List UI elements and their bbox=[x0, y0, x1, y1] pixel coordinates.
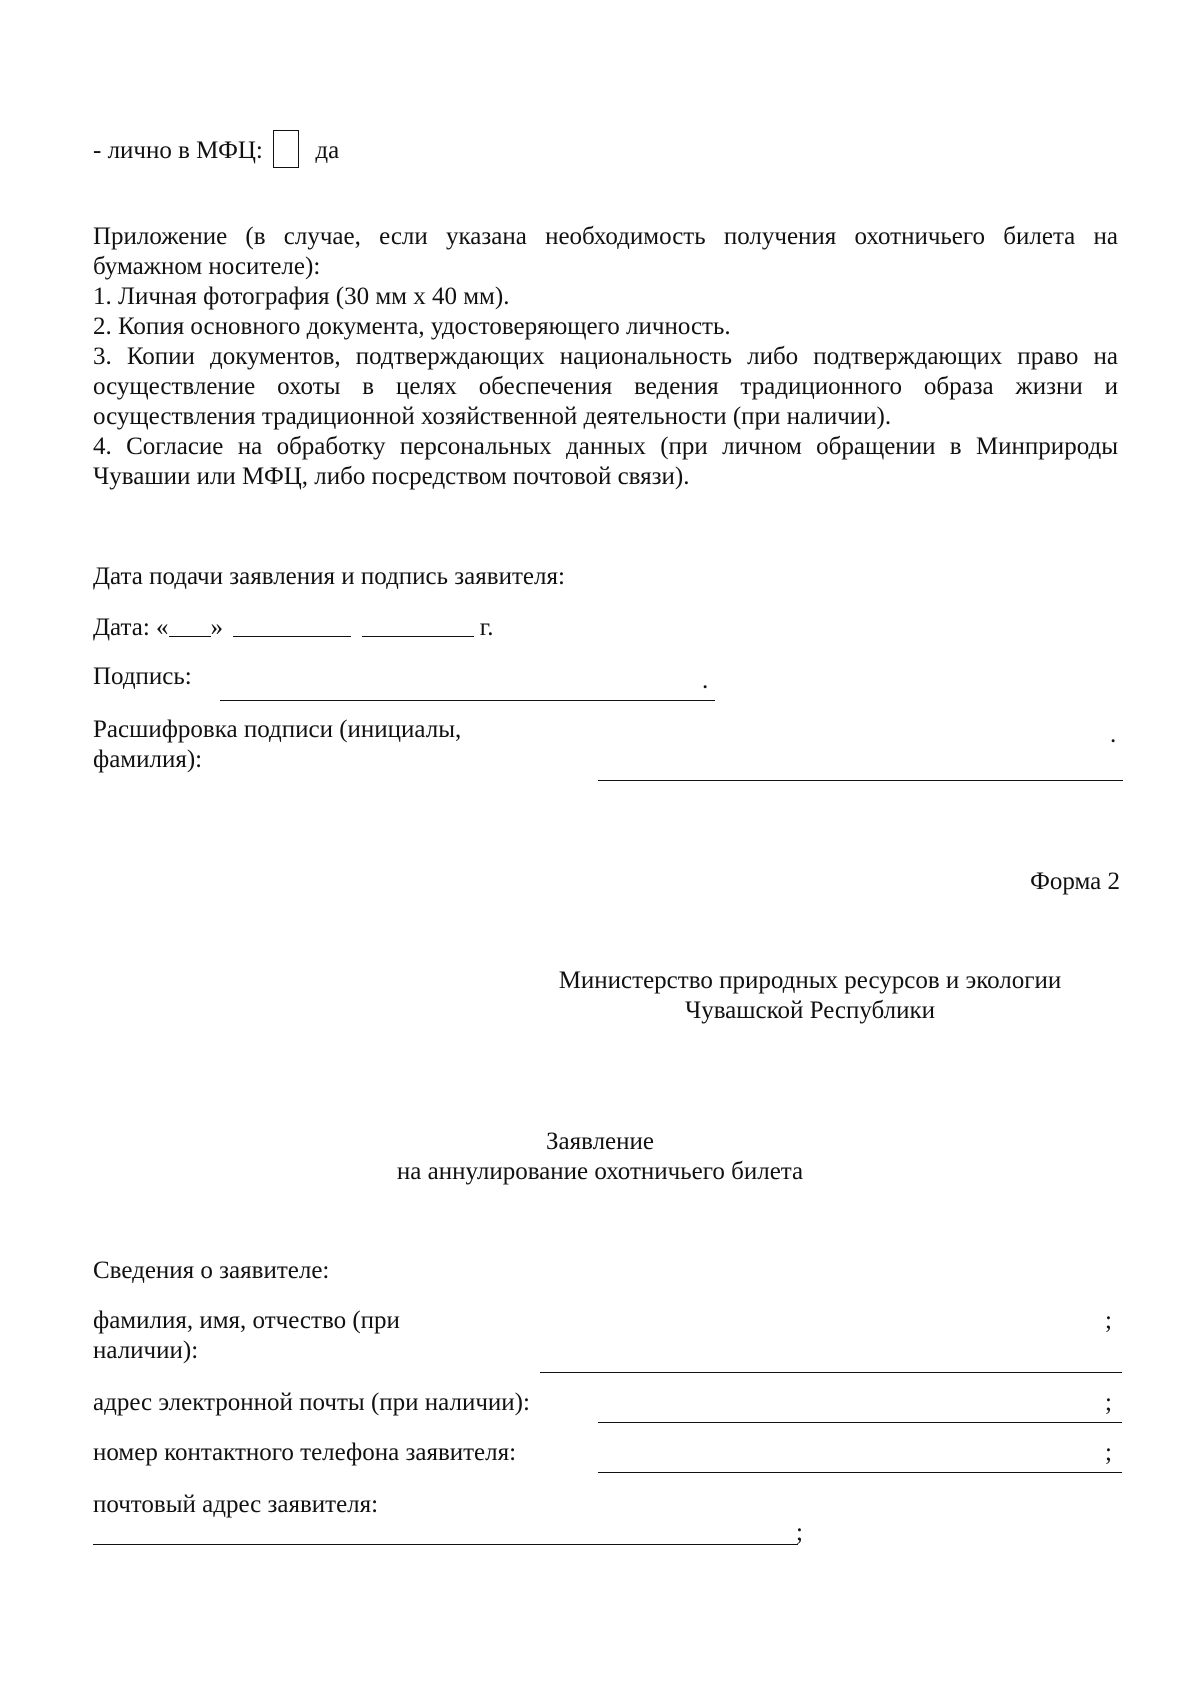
signature-field[interactable] bbox=[220, 700, 715, 701]
date-year-field[interactable] bbox=[362, 612, 474, 637]
addressee-line-2: Чувашской Республики bbox=[684, 997, 936, 1024]
signature-end-mark: . bbox=[702, 667, 709, 694]
appendix-intro: Приложение (в случае, если указана необходимость получения охотничьего билета на бумажном носителе): bbox=[93, 223, 1118, 280]
phone-label: номер контактного телефона заявителя: bbox=[93, 1439, 517, 1466]
fio-end-mark: ; bbox=[1105, 1307, 1112, 1334]
delivery-option-label: да bbox=[315, 137, 340, 164]
decoding-label-line-1: Расшифровка подписи (инициалы, bbox=[93, 716, 462, 743]
submission-heading: Дата подачи заявления и подпись заявителя: bbox=[93, 563, 565, 590]
appendix-item-3: 3. Копии документов, подтверждающих национальность либо подтверждающих право на осуществление охоты в целях обеспечения ведения традиционного образа жизни и осуществления традиционной хозяйственной деятельности (при наличии). bbox=[93, 343, 1118, 430]
decoding-label-line-2: фамилия): bbox=[93, 746, 203, 773]
document-title bbox=[300, 1127, 900, 1187]
appendix-item-2: 2. Копия основного документа, удостоверяющего личность. bbox=[93, 313, 731, 340]
addressee-line-1: Министерство природных ресурсов и экологии bbox=[558, 967, 1062, 994]
email-field[interactable] bbox=[598, 1422, 1122, 1423]
date-label: Дата: « bbox=[93, 614, 169, 641]
appendix-item-4: 4. Согласие на обработку персональных данных (при личном обращении в Минприроды Чувашии или МФЦ, либо посредством почтовой связи). bbox=[93, 433, 1118, 490]
appendix-block bbox=[93, 222, 1118, 492]
date-close-quote: » bbox=[210, 614, 224, 641]
email-label: адрес электронной почты (при наличии): bbox=[93, 1389, 530, 1416]
decoding-field[interactable] bbox=[598, 780, 1123, 781]
document-title-line-2: на аннулирование охотничьего билета bbox=[396, 1158, 804, 1185]
delivery-row bbox=[93, 130, 339, 168]
phone-end-mark: ; bbox=[1105, 1439, 1112, 1466]
form-number-label: Форма 2 bbox=[1030, 868, 1120, 895]
postal-field[interactable] bbox=[93, 1544, 798, 1545]
date-day-field[interactable] bbox=[169, 612, 211, 637]
decoding-end-mark: . bbox=[1110, 721, 1117, 748]
phone-field[interactable] bbox=[598, 1472, 1122, 1473]
delivery-label: - лично в МФЦ: bbox=[93, 137, 263, 164]
delivery-checkbox[interactable] bbox=[273, 130, 299, 168]
email-end-mark: ; bbox=[1105, 1389, 1112, 1416]
fio-field[interactable] bbox=[540, 1372, 1122, 1373]
date-month-field[interactable] bbox=[233, 612, 351, 637]
applicant-heading: Сведения о заявителе: bbox=[93, 1257, 330, 1284]
fio-label-line-2: наличии): bbox=[93, 1337, 199, 1364]
addressee-block bbox=[500, 966, 1120, 1026]
fio-label-line-1: фамилия, имя, отчество (при bbox=[93, 1307, 400, 1334]
date-year-suffix: г. bbox=[479, 614, 494, 641]
date-row bbox=[93, 612, 493, 643]
postal-label: почтовый адрес заявителя: bbox=[93, 1491, 379, 1518]
document-title-line-1: Заявление bbox=[545, 1128, 655, 1155]
signature-label: Подпись: bbox=[93, 663, 192, 690]
postal-end-mark: ; bbox=[796, 1519, 803, 1546]
appendix-item-1: 1. Личная фотография (30 мм х 40 мм). bbox=[93, 283, 510, 310]
